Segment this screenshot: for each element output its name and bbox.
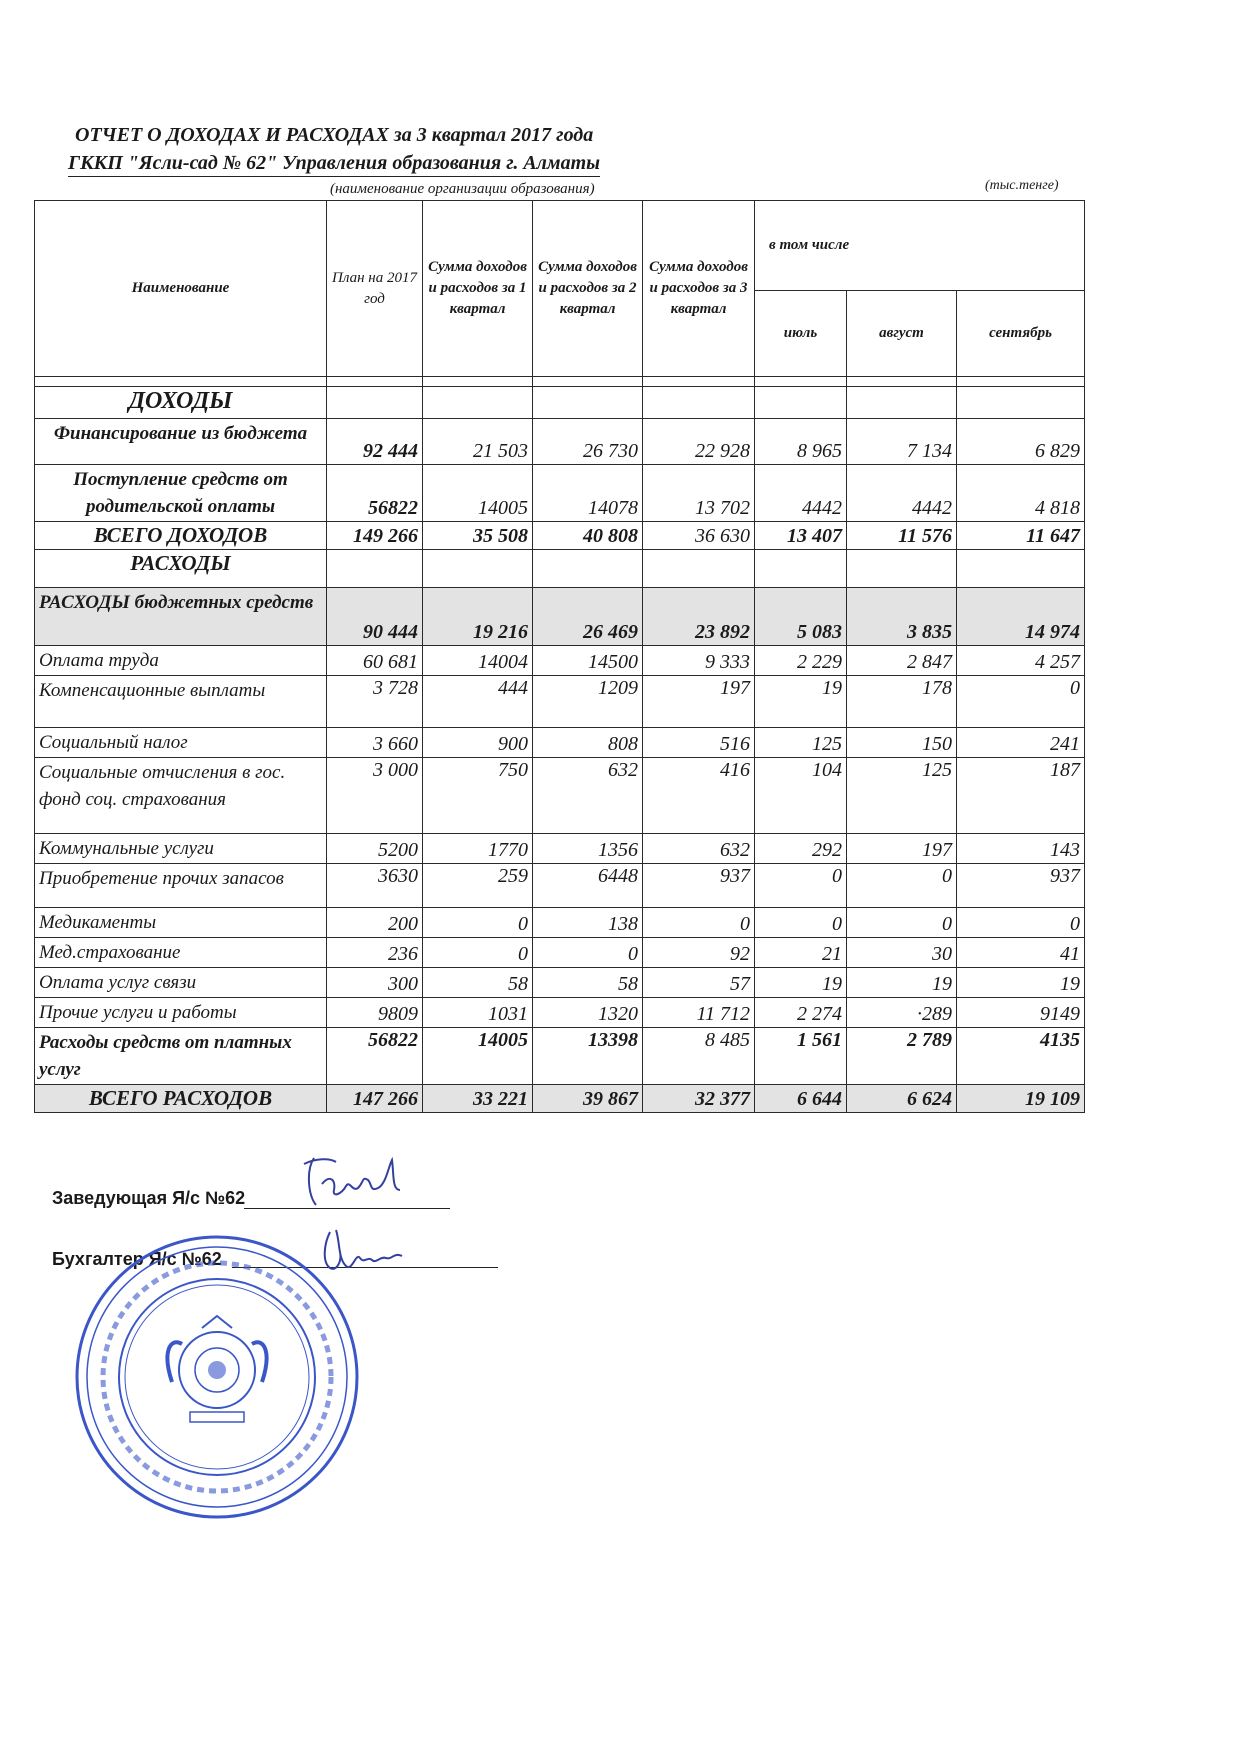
value-cell: 197: [643, 676, 755, 728]
value-cell: 178: [847, 676, 957, 728]
row-label: Прочие услуги и работы: [35, 998, 327, 1028]
col-including-header: в том числе: [755, 201, 1085, 291]
expense-total-row: [35, 1085, 1085, 1113]
row-label: Коммунальные услуги: [35, 834, 327, 864]
organization-name: ГККП "Ясли-сад № 62" Управления образования г. Алматы: [68, 152, 600, 177]
value-cell: 39 867: [533, 1085, 643, 1113]
value-cell: 150: [847, 728, 957, 758]
table-row: [35, 998, 1085, 1028]
value-cell: 241: [957, 728, 1085, 758]
value-cell: 5 083: [755, 588, 847, 646]
value-cell: 26 730: [533, 419, 643, 465]
header-row: [35, 201, 1085, 291]
value-cell: 36 630: [643, 522, 755, 550]
value-cell: 259: [423, 864, 533, 908]
table-row: [35, 676, 1085, 728]
report-table: [34, 200, 1085, 1113]
col-q2-header: Сумма доходов и расходов за 2 квартал: [533, 201, 643, 377]
value-cell: 9 333: [643, 646, 755, 676]
value-cell: 149 266: [327, 522, 423, 550]
organization-caption: (наименование организации образования): [330, 181, 595, 197]
col-q3-header: Сумма доходов и расходов за 3 квартал: [643, 201, 755, 377]
table-row: [35, 728, 1085, 758]
value-cell: 2 847: [847, 646, 957, 676]
row-label: Приобретение прочих запасов: [35, 864, 327, 908]
value-cell: 19 109: [957, 1085, 1085, 1113]
value-cell: 632: [643, 834, 755, 864]
value-cell: 8 485: [643, 1028, 755, 1085]
value-cell: 416: [643, 758, 755, 834]
value-cell: 33 221: [423, 1085, 533, 1113]
value-cell: 197: [847, 834, 957, 864]
value-cell: 187: [957, 758, 1085, 834]
value-cell: 3 000: [327, 758, 423, 834]
value-cell: 143: [957, 834, 1085, 864]
value-cell: 300: [327, 968, 423, 998]
row-label: Медикаменты: [35, 908, 327, 938]
paid-expense-label: Расходы средств от платных услуг: [35, 1028, 327, 1085]
row-label: Социальные отчисления в гос. фонд соц. страхования: [35, 758, 327, 834]
value-cell: 41: [957, 938, 1085, 968]
value-cell: 3 835: [847, 588, 957, 646]
col-plan-header: План на 2017 год: [327, 201, 423, 377]
value-cell: 7 134: [847, 419, 957, 465]
value-cell: 2 229: [755, 646, 847, 676]
value-cell: 0: [643, 908, 755, 938]
value-cell: 23 892: [643, 588, 755, 646]
value-cell: 19: [755, 968, 847, 998]
value-cell: 2 274: [755, 998, 847, 1028]
value-cell: 19 216: [423, 588, 533, 646]
col-july-header: июль: [755, 291, 847, 377]
value-cell: 5200: [327, 834, 423, 864]
row-label: Поступление средств от родительской оплаты: [35, 465, 327, 522]
value-cell: 1770: [423, 834, 533, 864]
table-row: [35, 908, 1085, 938]
value-cell: 9149: [957, 998, 1085, 1028]
value-cell: 900: [423, 728, 533, 758]
value-cell: 937: [957, 864, 1085, 908]
value-cell: 0: [957, 908, 1085, 938]
value-cell: 8 965: [755, 419, 847, 465]
expense-section-title: РАСХОДЫ: [35, 550, 327, 588]
value-cell: 2 789: [847, 1028, 957, 1085]
table-row: [35, 968, 1085, 998]
value-cell: 1031: [423, 998, 533, 1028]
value-cell: 26 469: [533, 588, 643, 646]
expense-total-label: ВСЕГО РАСХОДОВ: [35, 1085, 327, 1113]
value-cell: 19: [957, 968, 1085, 998]
col-august-header: август: [847, 291, 957, 377]
value-cell: 1320: [533, 998, 643, 1028]
table-row: [35, 864, 1085, 908]
value-cell: 14005: [423, 465, 533, 522]
value-cell: 90 444: [327, 588, 423, 646]
value-cell: 125: [847, 758, 957, 834]
value-cell: 58: [533, 968, 643, 998]
value-cell: 6 644: [755, 1085, 847, 1113]
value-cell: ·289: [847, 998, 957, 1028]
value-cell: 1209: [533, 676, 643, 728]
row-label: Социальный налог: [35, 728, 327, 758]
value-cell: 3630: [327, 864, 423, 908]
value-cell: 516: [643, 728, 755, 758]
value-cell: 35 508: [423, 522, 533, 550]
budget-expense-label: РАСХОДЫ бюджетных средств: [35, 588, 327, 646]
report-title: ОТЧЕТ О ДОХОДАХ И РАСХОДАХ за 3 квартал 2017 года: [75, 124, 594, 146]
expense-rows: [35, 646, 1085, 1028]
value-cell: 4442: [755, 465, 847, 522]
value-cell: 1356: [533, 834, 643, 864]
value-cell: 3 660: [327, 728, 423, 758]
table-row: [35, 419, 1085, 465]
table-row: [35, 834, 1085, 864]
value-cell: 56822: [327, 1028, 423, 1085]
value-cell: 57: [643, 968, 755, 998]
value-cell: 14078: [533, 465, 643, 522]
value-cell: 11 576: [847, 522, 957, 550]
expense-section-row: [35, 550, 1085, 588]
value-cell: 4442: [847, 465, 957, 522]
row-label: Оплата труда: [35, 646, 327, 676]
value-cell: 92 444: [327, 419, 423, 465]
col-name-header: Наименование: [35, 201, 327, 377]
value-cell: 0: [423, 938, 533, 968]
value-cell: 125: [755, 728, 847, 758]
value-cell: 6 624: [847, 1085, 957, 1113]
value-cell: 444: [423, 676, 533, 728]
table-row: [35, 758, 1085, 834]
value-cell: 0: [423, 908, 533, 938]
value-cell: 808: [533, 728, 643, 758]
value-cell: 11 712: [643, 998, 755, 1028]
value-cell: 292: [755, 834, 847, 864]
value-cell: 40 808: [533, 522, 643, 550]
value-cell: 138: [533, 908, 643, 938]
value-cell: 60 681: [327, 646, 423, 676]
table-row: [35, 465, 1085, 522]
value-cell: 14500: [533, 646, 643, 676]
value-cell: 19: [847, 968, 957, 998]
table-row: [35, 646, 1085, 676]
value-cell: 13 407: [755, 522, 847, 550]
row-label: Финансирование из бюджета: [35, 419, 327, 465]
value-cell: 0: [847, 864, 957, 908]
value-cell: 58: [423, 968, 533, 998]
row-label: Мед.страхование: [35, 938, 327, 968]
value-cell: 750: [423, 758, 533, 834]
value-cell: 9809: [327, 998, 423, 1028]
row-label: Оплата услуг связи: [35, 968, 327, 998]
row-label: Компенсационные выплаты: [35, 676, 327, 728]
value-cell: 0: [755, 864, 847, 908]
value-cell: 92: [643, 938, 755, 968]
value-cell: 14005: [423, 1028, 533, 1085]
units-label: (тыс.тенге): [985, 178, 1059, 193]
value-cell: 0: [847, 908, 957, 938]
value-cell: 632: [533, 758, 643, 834]
value-cell: 22 928: [643, 419, 755, 465]
value-cell: 19: [755, 676, 847, 728]
value-cell: 13 702: [643, 465, 755, 522]
income-section-row: [35, 387, 1085, 419]
value-cell: 6 829: [957, 419, 1085, 465]
value-cell: 0: [533, 938, 643, 968]
value-cell: 147 266: [327, 1085, 423, 1113]
income-rows: [35, 419, 1085, 522]
head-signature-label: Заведующая Я/с №62: [52, 1188, 246, 1208]
value-cell: 21 503: [423, 419, 533, 465]
value-cell: 0: [755, 908, 847, 938]
value-cell: 4 818: [957, 465, 1085, 522]
value-cell: 32 377: [643, 1085, 755, 1113]
table-row: [35, 938, 1085, 968]
value-cell: 4 257: [957, 646, 1085, 676]
value-cell: 0: [957, 676, 1085, 728]
value-cell: 937: [643, 864, 755, 908]
income-total-row: [35, 522, 1085, 550]
value-cell: 6448: [533, 864, 643, 908]
value-cell: 4135: [957, 1028, 1085, 1085]
value-cell: 21: [755, 938, 847, 968]
income-section-title: ДОХОДЫ: [35, 387, 327, 419]
value-cell: 30: [847, 938, 957, 968]
value-cell: 236: [327, 938, 423, 968]
value-cell: 104: [755, 758, 847, 834]
value-cell: 200: [327, 908, 423, 938]
spacer-row: [35, 377, 1085, 387]
budget-expense-row: [35, 588, 1085, 646]
col-september-header: сентябрь: [957, 291, 1085, 377]
paid-expense-row: [35, 1028, 1085, 1085]
value-cell: 13398: [533, 1028, 643, 1085]
accountant-signature-label: Бухгалтер Я/с №62: [52, 1249, 222, 1269]
value-cell: 3 728: [327, 676, 423, 728]
value-cell: 1 561: [755, 1028, 847, 1085]
official-stamp: [72, 1232, 362, 1522]
value-cell: 14 974: [957, 588, 1085, 646]
income-total-label: ВСЕГО ДОХОДОВ: [35, 522, 327, 550]
value-cell: 56822: [327, 465, 423, 522]
col-q1-header: Сумма доходов и расходов за 1 квартал: [423, 201, 533, 377]
head-signature: [296, 1150, 416, 1220]
value-cell: 11 647: [957, 522, 1085, 550]
value-cell: 14004: [423, 646, 533, 676]
